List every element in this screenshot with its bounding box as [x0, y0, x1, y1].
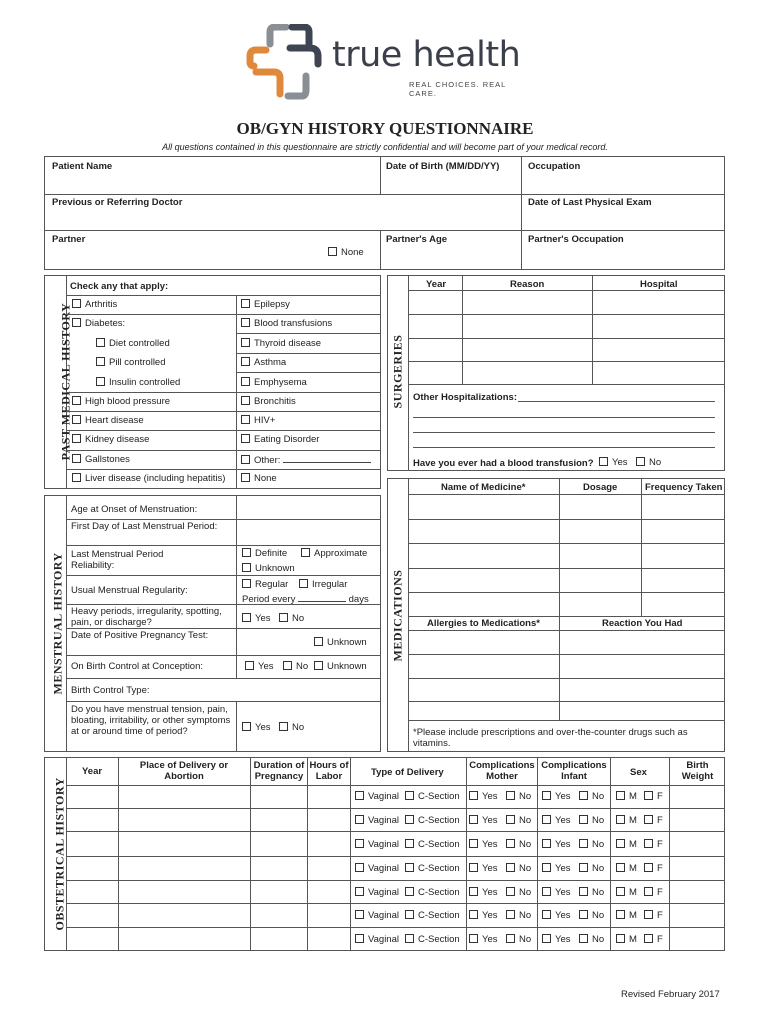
- menarche-age-field[interactable]: Age at Onset of Menstruation:: [71, 504, 198, 515]
- obs-infant-no-checkbox[interactable]: No: [579, 791, 604, 802]
- pmh-arthritis[interactable]: Arthritis: [72, 299, 117, 310]
- obs-infant-yes-checkbox[interactable]: Yes: [542, 863, 571, 874]
- other-hospitalizations-line-2[interactable]: [413, 417, 715, 418]
- menstrual-symptoms-label: Do you have menstrual tension, pain, bloating, irritability, or other symptoms at or around time of period?: [71, 704, 231, 737]
- obs-sex-f-checkbox[interactable]: F: [644, 887, 663, 898]
- last-period-field[interactable]: First Day of Last Menstrual Period:: [71, 521, 218, 532]
- obs-vaginal-checkbox[interactable]: Vaginal: [355, 815, 399, 826]
- pmh-eating-disorder[interactable]: Eating Disorder: [241, 434, 319, 445]
- obs-col-hours: Hours of Labor: [309, 760, 349, 782]
- birth-control-yes-checkbox[interactable]: Yes: [245, 661, 274, 672]
- medications-note: *Please include prescriptions and over-the-counter drugs such as vitamins.: [413, 727, 688, 749]
- pmh-insulin-controlled[interactable]: Insulin controlled: [96, 377, 180, 388]
- obs-col-weight: Birth Weight: [681, 760, 714, 782]
- obs-col-duration: Duration of Pregnancy: [253, 760, 305, 782]
- obs-infant-no-checkbox[interactable]: No: [579, 839, 604, 850]
- obs-col-place: Place of Delivery or Abortion: [139, 760, 229, 782]
- other-hospitalizations-line-1[interactable]: [518, 401, 715, 402]
- obs-mother-yes-checkbox[interactable]: Yes: [469, 839, 498, 850]
- heavy-periods-no-checkbox[interactable]: No: [279, 613, 304, 624]
- last-exam-field[interactable]: Date of Last Physical Exam: [528, 197, 652, 208]
- obs-infant-no-checkbox[interactable]: No: [579, 887, 604, 898]
- obs-sex-m-checkbox[interactable]: M: [616, 839, 637, 850]
- obs-mother-no-checkbox[interactable]: No: [506, 791, 531, 802]
- occupation-field[interactable]: Occupation: [528, 161, 581, 172]
- page-subtitle: All questions contained in this questionnaire are strictly confidential and will become part of your medical record.: [162, 142, 608, 152]
- obstetrical-section-label: OBSTETRICAL HISTORY: [52, 777, 67, 931]
- obs-csection-checkbox[interactable]: C-Section: [405, 910, 460, 921]
- medications-col-dosage: Dosage: [583, 482, 618, 493]
- obs-mother-no-checkbox[interactable]: No: [506, 815, 531, 826]
- other-hospitalizations-line-3[interactable]: [413, 432, 715, 433]
- revision-date: Revised February 2017: [621, 989, 720, 1000]
- heavy-periods-label: Heavy periods, irregularity, spotting, pain, or discharge?: [71, 606, 222, 628]
- obs-sex-f-checkbox[interactable]: F: [644, 815, 663, 826]
- pmh-high-blood-pressure[interactable]: High blood pressure: [72, 396, 170, 407]
- pmh-other[interactable]: Other:: [241, 454, 371, 466]
- surgeries-col-hospital: Hospital: [640, 279, 678, 290]
- surgeries-section-label: SURGERIES: [390, 334, 405, 409]
- obs-col-type: Type of Delivery: [371, 767, 444, 778]
- pmh-thyroid-disease[interactable]: Thyroid disease: [241, 338, 321, 349]
- logo-tagline: REAL CHOICES. REAL CARE.: [409, 80, 507, 98]
- obs-sex-f-checkbox[interactable]: F: [644, 791, 663, 802]
- reaction-col: Reaction You Had: [602, 618, 683, 629]
- obs-infant-yes-checkbox[interactable]: Yes: [542, 934, 571, 945]
- regularity-regular-checkbox[interactable]: Regular: [242, 579, 288, 590]
- obs-col-sex: Sex: [630, 767, 647, 778]
- obs-infant-yes-checkbox[interactable]: Yes: [542, 791, 571, 802]
- obs-csection-checkbox[interactable]: C-Section: [405, 815, 460, 826]
- surgeries-col-year: Year: [426, 279, 447, 290]
- pmh-none[interactable]: None: [241, 473, 277, 484]
- partner-field[interactable]: Partner: [52, 234, 86, 245]
- surgeries-section: [387, 275, 725, 471]
- obs-sex-m-checkbox[interactable]: M: [616, 815, 637, 826]
- obs-vaginal-checkbox[interactable]: Vaginal: [355, 839, 399, 850]
- pmh-gallstones[interactable]: Gallstones: [72, 454, 130, 465]
- pmh-header: Check any that apply:: [70, 281, 169, 292]
- pmh-epilepsy[interactable]: Epilepsy: [241, 299, 290, 310]
- obs-infant-yes-checkbox[interactable]: Yes: [542, 887, 571, 898]
- obs-col-year: Year: [82, 766, 103, 777]
- pmh-section-label: PAST MEDICAL HISTORY: [58, 302, 73, 461]
- reliability-unknown-checkbox[interactable]: Unknown: [242, 563, 295, 574]
- pmh-hiv[interactable]: HIV+: [241, 415, 275, 426]
- obs-infant-no-checkbox[interactable]: No: [579, 815, 604, 826]
- obs-vaginal-checkbox[interactable]: Vaginal: [355, 863, 399, 874]
- birth-control-unknown-checkbox[interactable]: Unknown: [314, 661, 367, 672]
- blood-transfusion-question: Have you ever had a blood transfusion?: [413, 458, 594, 469]
- obs-csection-checkbox[interactable]: C-Section: [405, 887, 460, 898]
- obs-mother-yes-checkbox[interactable]: Yes: [469, 815, 498, 826]
- obs-sex-m-checkbox[interactable]: M: [616, 887, 637, 898]
- menstrual-section-label: MENSTRUAL HISTORY: [50, 552, 65, 695]
- obs-col-comp-mother: Complications Mother: [469, 760, 535, 782]
- medications-col-frequency: Frequency Taken: [645, 482, 723, 493]
- pmh-asthma[interactable]: Asthma: [241, 357, 286, 368]
- heavy-periods-yes-checkbox[interactable]: Yes: [242, 613, 271, 624]
- pmh-pill-controlled[interactable]: Pill controlled: [96, 357, 166, 368]
- page-title: OB/GYN HISTORY QUESTIONNAIRE: [236, 119, 534, 138]
- obs-mother-no-checkbox[interactable]: No: [506, 887, 531, 898]
- obs-sex-f-checkbox[interactable]: F: [644, 839, 663, 850]
- obs-infant-no-checkbox[interactable]: No: [579, 934, 604, 945]
- obs-mother-no-checkbox[interactable]: No: [506, 863, 531, 874]
- symptoms-no-checkbox[interactable]: No: [279, 722, 304, 733]
- period-reliability-label: Last Menstrual Period Reliability:: [71, 549, 164, 571]
- pregnancy-test-unknown-checkbox[interactable]: Unknown: [314, 637, 367, 648]
- other-hospitalizations-line-4[interactable]: [413, 447, 715, 448]
- pregnancy-test-date-field[interactable]: Date of Positive Pregnancy Test:: [71, 630, 209, 641]
- obs-infant-yes-checkbox[interactable]: Yes: [542, 839, 571, 850]
- obs-infant-yes-checkbox[interactable]: Yes: [542, 815, 571, 826]
- obs-mother-yes-checkbox[interactable]: Yes: [469, 934, 498, 945]
- birth-control-type-field[interactable]: Birth Control Type:: [71, 685, 150, 696]
- obs-vaginal-checkbox[interactable]: Vaginal: [355, 934, 399, 945]
- obs-csection-checkbox[interactable]: C-Section: [405, 934, 460, 945]
- obs-mother-yes-checkbox[interactable]: Yes: [469, 887, 498, 898]
- allergies-col: Allergies to Medications*: [427, 618, 540, 629]
- logo-wordmark: true health: [332, 35, 521, 75]
- obs-col-comp-infant: Complications Infant: [541, 760, 607, 782]
- pmh-emphysema[interactable]: Emphysema: [241, 377, 307, 388]
- obs-mother-no-checkbox[interactable]: No: [506, 934, 531, 945]
- obs-infant-no-checkbox[interactable]: No: [579, 910, 604, 921]
- logo: [246, 24, 536, 104]
- transfusion-no-checkbox[interactable]: No: [636, 457, 661, 468]
- reliability-approximate-checkbox[interactable]: Approximate: [301, 548, 367, 559]
- obs-sex-f-checkbox[interactable]: F: [644, 934, 663, 945]
- pmh-liver-disease[interactable]: Liver disease (including hepatitis): [72, 473, 225, 484]
- pmh-bronchitis[interactable]: Bronchitis: [241, 396, 296, 407]
- logo-cross-icon: [246, 24, 326, 104]
- referring-doctor-field[interactable]: Previous or Referring Doctor: [52, 197, 183, 208]
- patient-name-field[interactable]: Patient Name: [52, 161, 113, 172]
- obs-sex-m-checkbox[interactable]: M: [616, 863, 637, 874]
- obs-infant-yes-checkbox[interactable]: Yes: [542, 910, 571, 921]
- patient-info-box: [44, 156, 725, 270]
- birth-control-no-checkbox[interactable]: No: [283, 661, 308, 672]
- obs-infant-no-checkbox[interactable]: No: [579, 863, 604, 874]
- partner-occupation-field[interactable]: Partner's Occupation: [528, 234, 624, 245]
- obs-sex-m-checkbox[interactable]: M: [616, 934, 637, 945]
- obs-vaginal-checkbox[interactable]: Vaginal: [355, 887, 399, 898]
- birth-control-conception-label: On Birth Control at Conception:: [71, 661, 204, 672]
- obs-sex-f-checkbox[interactable]: F: [644, 910, 663, 921]
- other-hospitalizations-label: Other Hospitalizations:: [413, 392, 517, 403]
- obs-sex-f-checkbox[interactable]: F: [644, 863, 663, 874]
- pmh-diabetes[interactable]: Diabetes:: [72, 318, 125, 329]
- symptoms-yes-checkbox[interactable]: Yes: [242, 722, 271, 733]
- obs-mother-no-checkbox[interactable]: No: [506, 910, 531, 921]
- period-every-field[interactable]: Period every days: [242, 594, 369, 605]
- transfusion-yes-checkbox[interactable]: Yes: [599, 457, 628, 468]
- obs-sex-m-checkbox[interactable]: M: [616, 791, 637, 802]
- medications-col-name: Name of Medicine*: [441, 482, 526, 493]
- obs-csection-checkbox[interactable]: C-Section: [405, 863, 460, 874]
- dob-field[interactable]: Date of Birth (MM/DD/YY): [386, 161, 500, 172]
- obs-mother-yes-checkbox[interactable]: Yes: [469, 791, 498, 802]
- surgeries-col-reason: Reason: [510, 279, 545, 290]
- pmh-kidney-disease[interactable]: Kidney disease: [72, 434, 149, 445]
- obs-vaginal-checkbox[interactable]: Vaginal: [355, 910, 399, 921]
- partner-age-field[interactable]: Partner's Age: [386, 234, 448, 245]
- obs-mother-yes-checkbox[interactable]: Yes: [469, 910, 498, 921]
- obs-csection-checkbox[interactable]: C-Section: [405, 791, 460, 802]
- obs-mother-no-checkbox[interactable]: No: [506, 839, 531, 850]
- pmh-heart-disease[interactable]: Heart disease: [72, 415, 144, 426]
- obs-vaginal-checkbox[interactable]: Vaginal: [355, 791, 399, 802]
- obs-sex-m-checkbox[interactable]: M: [616, 910, 637, 921]
- obs-csection-checkbox[interactable]: C-Section: [405, 839, 460, 850]
- pmh-diet-controlled[interactable]: Diet controlled: [96, 338, 170, 349]
- regularity-label: Usual Menstrual Regularity:: [71, 585, 188, 596]
- obstetrical-history-section: [44, 757, 725, 951]
- partner-none-checkbox[interactable]: None: [328, 247, 364, 258]
- regularity-irregular-checkbox[interactable]: Irregular: [299, 579, 347, 590]
- obs-mother-yes-checkbox[interactable]: Yes: [469, 863, 498, 874]
- reliability-definite-checkbox[interactable]: Definite: [242, 548, 287, 559]
- medications-section-label: MEDICATIONS: [390, 569, 405, 662]
- pmh-blood-transfusions[interactable]: Blood transfusions: [241, 318, 332, 329]
